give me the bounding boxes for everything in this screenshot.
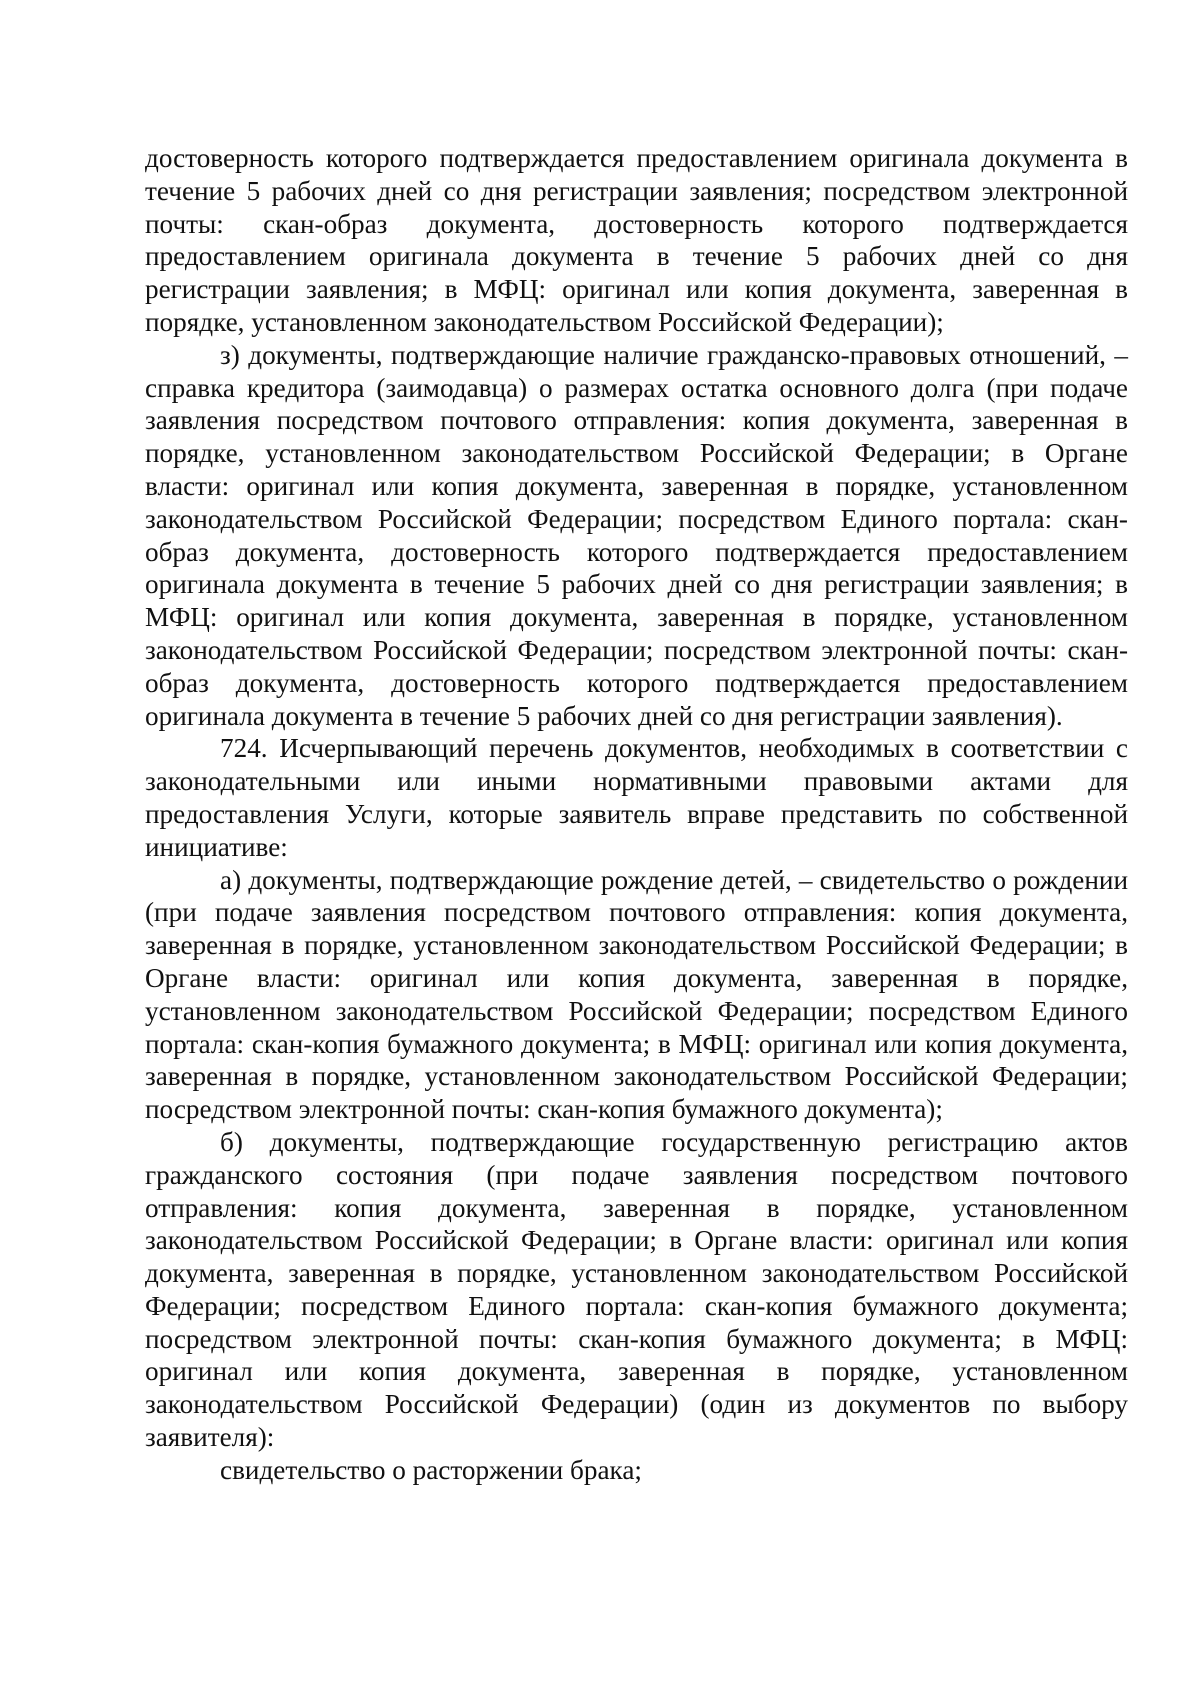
paragraph-item-z: з) документы, подтверждающие наличие гражданско-правовых отношений, – справка кредитора (заимодавца) о размерах остатка основного долга (при подаче заявления посредством почтового отправления: копия документа, заверенная в порядке, установленном законодательством Российской Федерации; в Органе власти: оригинал или копия документа, заверенная в порядке, установленном законодательством Российской Федерации; посредством Единого портала: скан-образ документа, достоверность которого подтверждается предоставлением оригинала документа в течение 5 рабочих дней со дня регистрации заявления; в МФЦ: оригинал или копия документа, заверенная в порядке, установленном законодательством Российской Федерации; посредством электронной почты: скан-образ документа, достоверность которого подтверждается предоставлением оригинала документа в течение 5 рабочих дней со дня регистрации заявления). xyxy=(145,339,1128,731)
paragraph-item-b: б) документы, подтверждающие государственную регистрацию актов гражданского состояния (при подаче заявления посредством почтового отправления: копия документа, заверенная в порядке, установленном законодательством Российской Федерации; в Органе власти: оригинал или копия документа, заверенная в порядке, установленном законодательством Российской Федерации; посредством Единого портала: скан-копия бумажного документа; посредством электронной почты: скан-копия бумажного документа; в МФЦ: оригинал или копия документа, заверенная в порядке, установленном законодательством Российской Федерации) (один из документов по выбору заявителя): xyxy=(145,1126,1128,1453)
paragraph-divorce-certificate: свидетельство о расторжении брака; xyxy=(220,1454,642,1485)
paragraph-item-a: а) документы, подтверждающие рождение детей, – свидетельство о рождении (при подаче заявления посредством почтового отправления: копия документа, заверенная в порядке, установленном законодательством Российской Федерации; в Органе власти: оригинал или копия документа, заверенная в порядке, установленном законодательством Российской Федерации; посредством Единого портала: скан-копия бумажного документа; в МФЦ: оригинал или копия документа, заверенная в порядке, установленном законодательством Российской Федерации; посредством электронной почты: скан-копия бумажного документа); xyxy=(145,864,1128,1125)
paragraph-724: 724. Исчерпывающий перечень документов, необходимых в соответствии с законодательными или иными нормативными правовыми актами для предоставления Услуги, которые заявитель вправе представить по собственной инициативе: xyxy=(145,733,1128,862)
paragraph-continuation: достоверность которого подтверждается предоставлением оригинала документа в течение 5 рабочих дней со дня регистрации заявления; посредством электронной почты: скан-образ документа, достоверность которого подтверждается предоставлением оригинала документа в течение 5 рабочих дней со дня регистрации заявления; в МФЦ: оригинал или копия документа, заверенная в порядке, установленном законодательством Российской Федерации); xyxy=(145,143,1128,337)
document-body xyxy=(145,142,1128,1487)
